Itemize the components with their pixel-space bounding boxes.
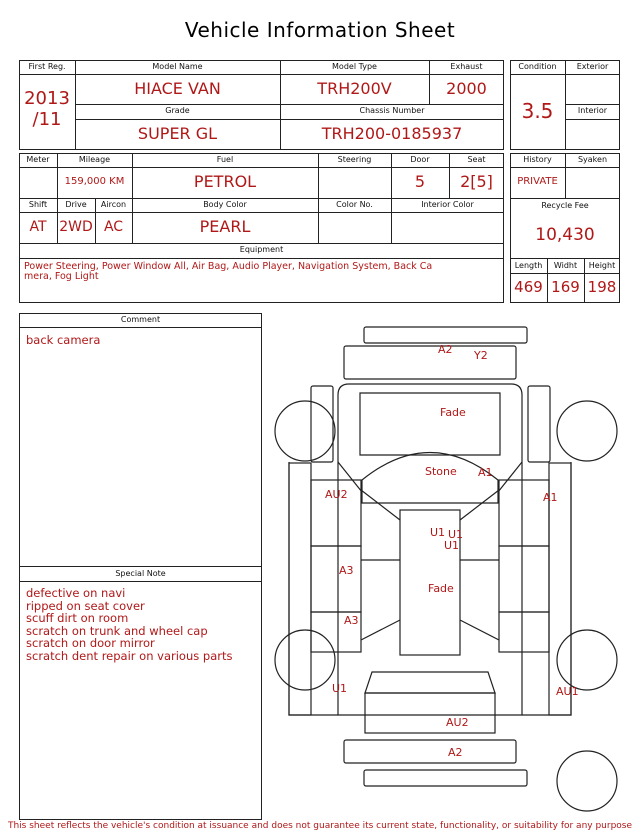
mark-rear-gate: AU2 (446, 716, 469, 729)
mark-left-rear-door: A3 (339, 564, 354, 577)
fuel-value: PETROL (193, 172, 257, 191)
shift-header: Shift (28, 200, 48, 209)
recycle-fee-header: Recycle Fee (541, 201, 589, 210)
special-note-item: scuff dirt on room (26, 611, 129, 626)
mileage-value: 159,000 KM (64, 176, 125, 187)
mark-windshield-2: A1 (478, 466, 493, 479)
mark-right-rear-wheel: AU1 (556, 685, 579, 698)
mark-roof-3: U1 (444, 539, 460, 552)
mark-rear-bumper: A2 (448, 746, 463, 759)
chassis-number-value: TRH200-0185937 (321, 124, 463, 143)
recycle-fee-value: 10,430 (535, 225, 595, 245)
color-no-header: Color No. (336, 200, 373, 209)
history-value: PRIVATE (517, 176, 558, 187)
steering-header: Steering (337, 155, 372, 164)
fuel-header: Fuel (216, 155, 234, 164)
page-title: Vehicle Information Sheet (184, 18, 456, 42)
condition-header: Condition (518, 62, 557, 71)
drive-value: 2WD (59, 219, 93, 235)
mark-hood: Fade (440, 406, 466, 419)
aircon-value: AC (103, 219, 124, 235)
shift-value: AT (29, 219, 47, 235)
mark-roof-rear: Fade (428, 582, 454, 595)
vehicle-damage-diagram (270, 320, 630, 820)
mark-front-bumper: A2 (438, 343, 453, 356)
door-header: Door (410, 155, 430, 164)
equipment-value: Power Steering, Power Window All, Air Bag, Audio Player, Navigation System, Back Ca (24, 261, 433, 272)
disclaimer-footer: This sheet reflects the vehicle's condition at issuance and does not guarantee its current state, functionality, or suitability for any purpose (7, 821, 633, 831)
length-value: 469 (514, 278, 543, 296)
mark-front-bumper-2: Y2 (474, 349, 488, 362)
mark-right-front: A1 (543, 491, 558, 504)
special-note-item: scratch on door mirror (26, 636, 155, 651)
special-note-item: defective on navi (26, 586, 126, 600)
mark-left-rear-wheel: U1 (332, 682, 348, 695)
mileage-header: Mileage (78, 155, 111, 164)
model-type-value: TRH200V (317, 79, 392, 98)
special-note-header: Special Note (115, 569, 166, 578)
special-note-list (26, 587, 232, 663)
first-reg-header: First Reg. (28, 62, 66, 71)
model-type-header: Model Type (332, 62, 377, 71)
length-header: Length (514, 261, 543, 270)
body-color-header: Body Color (203, 200, 247, 209)
model-name-value: HIACE VAN (134, 79, 221, 98)
seat-header: Seat (467, 155, 486, 164)
body-color-value: PEARL (199, 217, 251, 236)
mark-left-front: AU2 (325, 488, 348, 501)
seat-value: 2[5] (460, 172, 493, 191)
mark-left-rear-door-2: A3 (344, 614, 359, 627)
history-header: History (523, 155, 552, 164)
grade-header: Grade (165, 106, 190, 115)
interior-header: Interior (577, 106, 608, 115)
model-name-header: Model Name (152, 62, 203, 71)
width-value: 169 (551, 278, 580, 296)
mark-roof-1: U1 (430, 526, 446, 539)
first-reg-month: /11 (32, 109, 62, 130)
comment-header: Comment (120, 315, 161, 324)
height-header: Height (588, 261, 616, 270)
door-value: 5 (414, 172, 426, 191)
aircon-header: Aircon (100, 200, 127, 209)
syaken-header: Syaken (577, 155, 608, 164)
equipment-header: Equipment (239, 245, 284, 254)
height-value: 198 (587, 278, 617, 296)
drive-header: Drive (65, 200, 87, 209)
exhaust-header: Exhaust (450, 62, 483, 71)
chassis-number-header: Chassis Number (359, 106, 425, 115)
exterior-header: Exterior (576, 62, 609, 71)
mark-windshield: Stone (425, 465, 457, 478)
special-note-item: ripped on seat cover (26, 598, 145, 613)
width-header: Widht (553, 261, 578, 270)
interior-color-header: Interior Color (421, 200, 474, 209)
condition-value: 3.5 (521, 99, 554, 123)
equipment-value-2: mera, Fog Light (24, 271, 99, 282)
first-reg-year: 2013 (24, 88, 70, 109)
comment-line: back camera (26, 333, 101, 347)
special-note-item: scratch dent repair on various parts (26, 648, 233, 663)
special-note-item: scratch on trunk and wheel cap (26, 623, 208, 638)
mark-roof-2: U1 (448, 528, 464, 541)
grade-value: SUPER GL (137, 124, 218, 143)
exhaust-value: 2000 (446, 79, 487, 98)
meter-header: Meter (26, 155, 50, 164)
